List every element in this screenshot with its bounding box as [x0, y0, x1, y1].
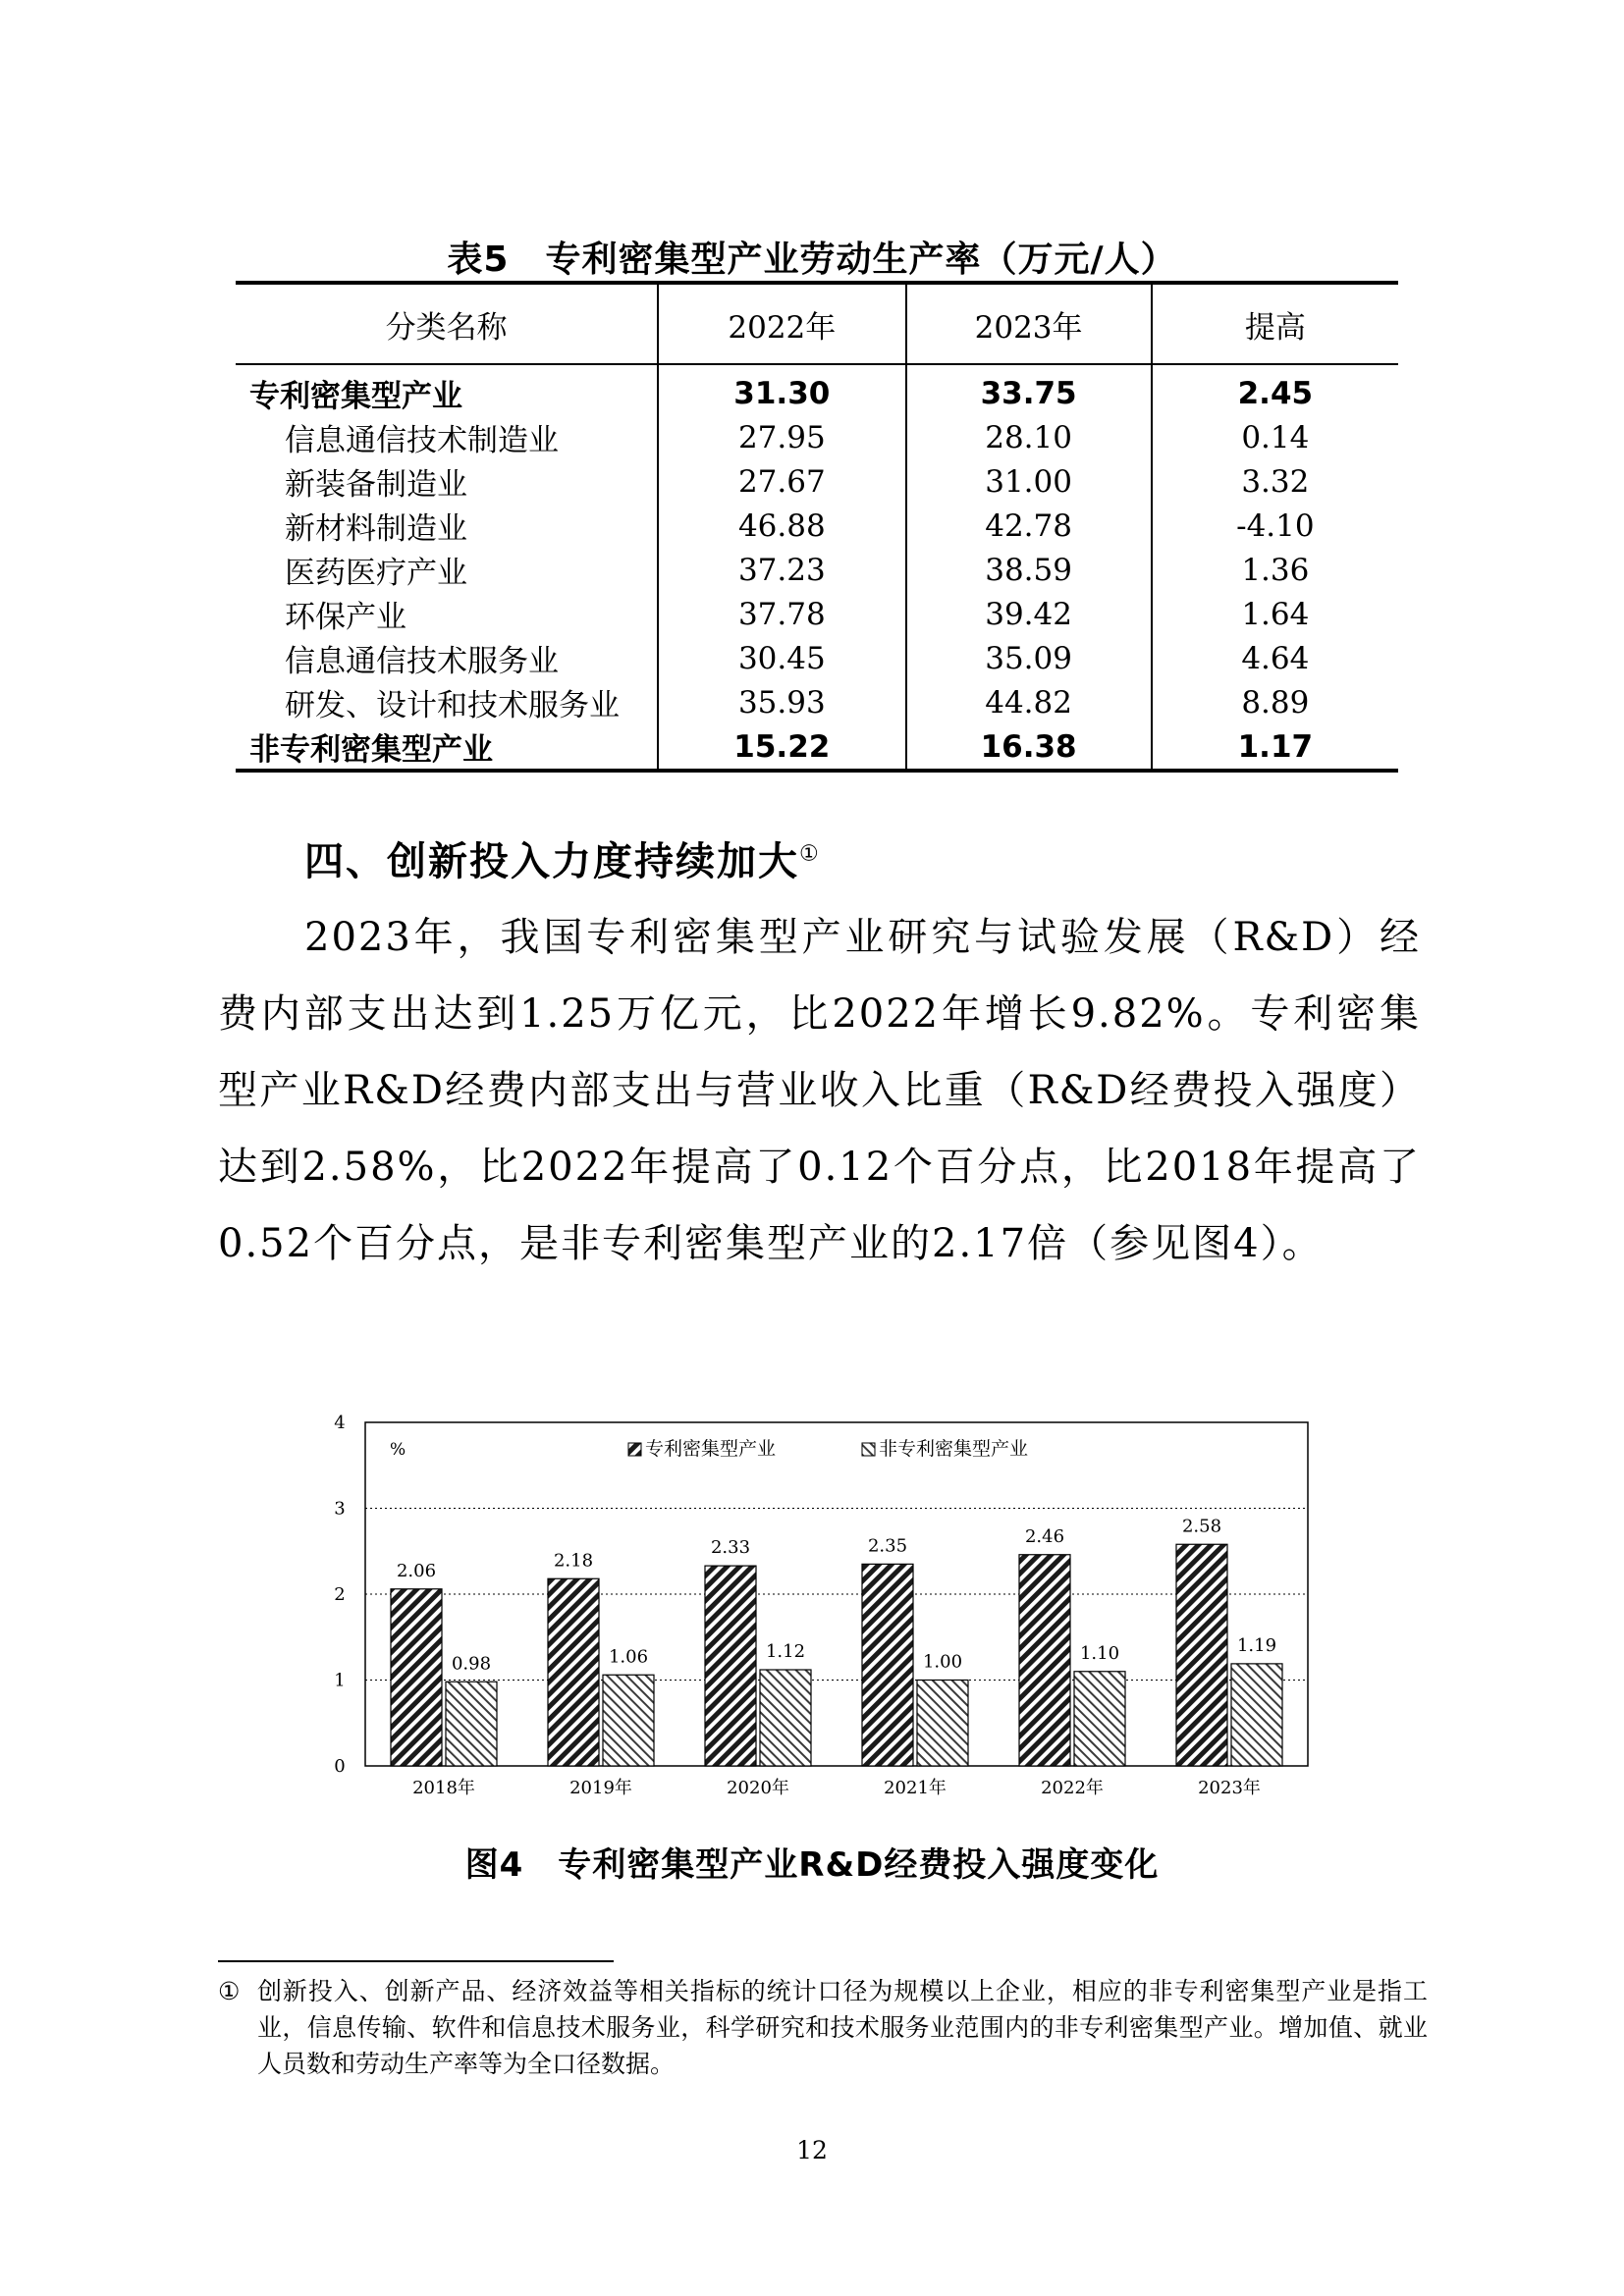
row-increase-cell: 1.36 [1152, 548, 1398, 592]
row-category-cell: 环保产业 [285, 600, 406, 635]
bar-value-label: 1.12 [765, 1641, 806, 1662]
page-number: 12 [796, 2136, 828, 2164]
x-category-label: 2022年 [1041, 1778, 1104, 1798]
footnote-reference-mark: ① [799, 841, 821, 867]
table-row [236, 592, 1398, 636]
bar-value-label: 1.06 [608, 1646, 649, 1668]
table-row [236, 415, 1398, 459]
bar-value-label: 2.58 [1181, 1516, 1222, 1537]
figure-caption: 图4 专利密集型产业R&D经费投入强度变化 [464, 1845, 1160, 1885]
footnote-text: 创新投入、创新产品、经济效益等相关指标的统计口径为规模以上企业，相应的非专利密集型产业是指工业，信息传输、软件和信息技术服务业，科学研究和技术服务业范围内的非专利密集型产业。增加值、就业人员数和劳动生产率等为全口径数据。 [257, 1977, 1428, 2078]
row-2022-cell: 46.88 [658, 504, 905, 548]
y-tick-label: 0 [334, 1756, 346, 1777]
row-increase-cell: 4.64 [1152, 636, 1398, 680]
row-2022-cell: 31.30 [658, 364, 905, 415]
bar-non-patent-intensive [760, 1670, 811, 1766]
y-tick-label: 3 [334, 1498, 346, 1520]
bar-non-patent-intensive [446, 1682, 497, 1766]
footnote [218, 1973, 1428, 2082]
header-category: 分类名称 [236, 283, 658, 364]
bar-value-label: 2.35 [867, 1535, 908, 1557]
x-category-label: 2023年 [1198, 1778, 1261, 1798]
row-2023-cell: 39.42 [906, 592, 1152, 636]
chart-gridlines [365, 1509, 1308, 1681]
table-row [236, 636, 1398, 680]
row-2022-cell: 15.22 [658, 724, 905, 771]
bar-non-patent-intensive [917, 1681, 968, 1767]
y-tick-label: 4 [334, 1413, 346, 1433]
table-body [236, 364, 1398, 771]
row-2023-cell: 16.38 [906, 724, 1152, 771]
y-tick-label: 2 [334, 1584, 346, 1605]
table-title: 表5 专利密集型产业劳动生产率（万元/人） [447, 240, 1177, 280]
row-2023-cell: 31.00 [906, 459, 1152, 504]
bar-patent-intensive [862, 1564, 913, 1766]
row-category-cell: 新材料制造业 [285, 511, 467, 547]
section-heading-text: 四、创新投入力度持续加大 [304, 839, 799, 884]
row-category-cell: 新装备制造业 [285, 467, 467, 503]
row-2023-cell: 35.09 [906, 636, 1152, 680]
bar-value-label: 2.33 [710, 1537, 751, 1559]
body-paragraph: 2023年，我国专利密集型产业研究与试验发展（R&D）经费内部支出达到1.25万亿元，比2022年增长9.82%。专利密集型产业R&D经费内部支出与营业收入比重（R&D经费投入强度）达到2.58%，比2022年提高了0.12个百分点，比2018年提高了0.52个百分点，是非专利密集型产业的2.17倍（参见图4）。 [218, 915, 1421, 1266]
row-category-cell: 研发、设计和技术服务业 [285, 688, 620, 723]
footnote-divider [218, 1960, 614, 1962]
row-2023-cell: 28.10 [906, 415, 1152, 459]
row-2023-cell: 38.59 [906, 548, 1152, 592]
x-axis-labels [412, 1777, 1261, 1798]
row-2022-cell: 30.45 [658, 636, 905, 680]
legend-label-non-patent-intensive: 非专利密集型产业 [879, 1438, 1029, 1460]
header-increase: 提高 [1152, 283, 1398, 364]
row-category-cell: 专利密集型产业 [249, 379, 462, 414]
y-axis-ticks [334, 1413, 345, 1777]
table-row [236, 724, 1398, 771]
x-category-label: 2021年 [884, 1778, 947, 1798]
bar-value-label: 1.10 [1079, 1642, 1120, 1664]
legend-label-patent-intensive: 专利密集型产业 [645, 1438, 777, 1460]
table-row [236, 548, 1398, 592]
row-2022-cell: 27.95 [658, 415, 905, 459]
row-2023-cell: 42.78 [906, 504, 1152, 548]
row-increase-cell: 1.17 [1152, 724, 1398, 771]
bar-patent-intensive [1176, 1544, 1227, 1766]
header-2023: 2023年 [906, 283, 1152, 364]
table-header-row [236, 283, 1398, 364]
bar-patent-intensive [548, 1578, 599, 1766]
row-category-cell: 信息通信技术制造业 [285, 423, 559, 458]
rd-intensity-bar-chart [324, 1404, 1355, 1816]
table-row [236, 680, 1398, 724]
bar-value-label: 2.46 [1024, 1525, 1065, 1547]
bar-non-patent-intensive [1074, 1672, 1125, 1766]
row-2022-cell: 35.93 [658, 680, 905, 724]
bar-value-label: 2.18 [553, 1550, 594, 1572]
row-increase-cell: -4.10 [1152, 504, 1398, 548]
bar-non-patent-intensive [1231, 1664, 1282, 1766]
row-increase-cell: 3.32 [1152, 459, 1398, 504]
y-tick-label: 1 [334, 1670, 346, 1691]
bar-patent-intensive [391, 1589, 442, 1766]
row-increase-cell: 2.45 [1152, 364, 1398, 415]
labor-productivity-table [236, 281, 1398, 773]
header-2022: 2022年 [658, 283, 905, 364]
legend-swatch-non-patent-intensive [862, 1443, 875, 1456]
bar-value-label: 0.98 [451, 1653, 492, 1675]
row-increase-cell: 0.14 [1152, 415, 1398, 459]
row-2023-cell: 44.82 [906, 680, 1152, 724]
unit-label: % [390, 1440, 406, 1460]
chart-bars [391, 1516, 1282, 1766]
row-category-cell: 非专利密集型产业 [236, 724, 658, 771]
legend [628, 1438, 1028, 1460]
section-heading [304, 830, 821, 886]
footnote-mark: ① [218, 1977, 241, 2005]
row-increase-cell: 8.89 [1152, 680, 1398, 724]
table-row [236, 504, 1398, 548]
x-category-label: 2018年 [412, 1778, 475, 1798]
row-category-cell: 信息通信技术服务业 [285, 644, 559, 679]
x-category-label: 2020年 [727, 1778, 789, 1798]
row-2022-cell: 37.78 [658, 592, 905, 636]
row-category-cell: 医药医疗产业 [285, 556, 467, 591]
row-2023-cell: 33.75 [906, 364, 1152, 415]
table-row [236, 364, 1398, 415]
table-row [236, 459, 1398, 504]
x-category-label: 2019年 [569, 1778, 632, 1798]
bar-value-label: 2.06 [396, 1560, 437, 1581]
row-2022-cell: 27.67 [658, 459, 905, 504]
row-2022-cell: 37.23 [658, 548, 905, 592]
bar-patent-intensive [705, 1566, 756, 1766]
bar-non-patent-intensive [603, 1675, 654, 1766]
bar-value-label: 1.19 [1236, 1634, 1277, 1656]
bar-value-label: 1.00 [922, 1651, 963, 1673]
legend-swatch-patent-intensive [628, 1443, 641, 1456]
bar-patent-intensive [1019, 1555, 1070, 1766]
row-increase-cell: 1.64 [1152, 592, 1398, 636]
